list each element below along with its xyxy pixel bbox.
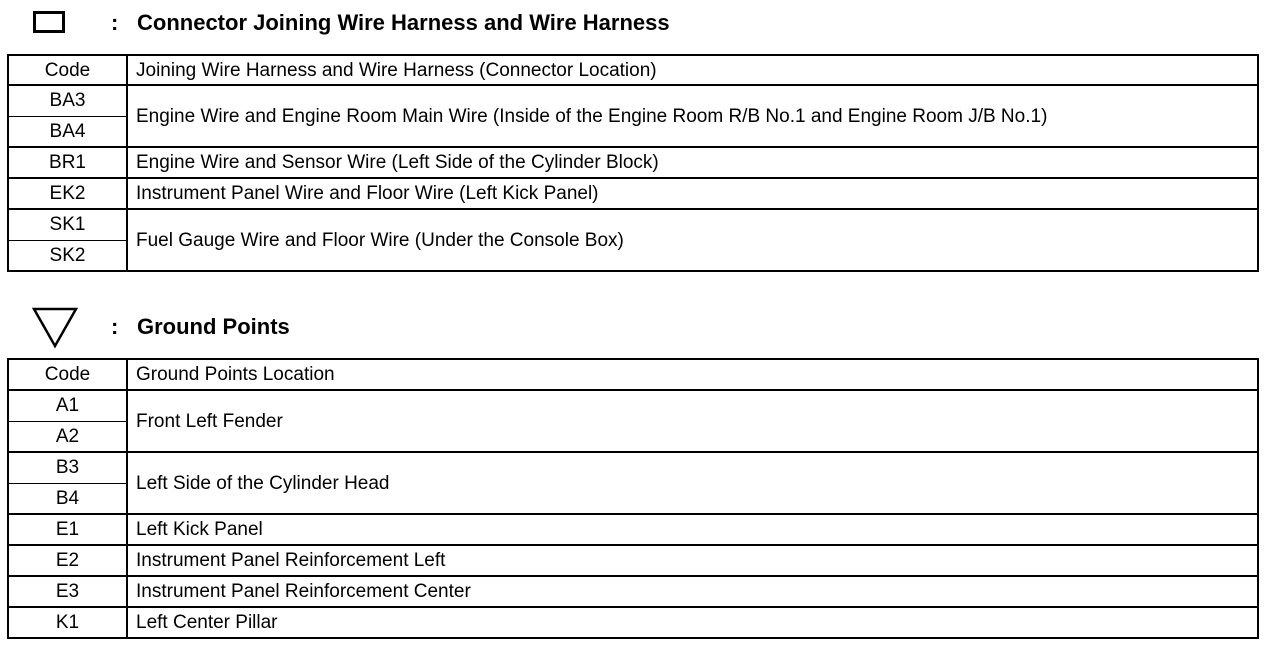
table-row [8, 147, 1258, 178]
square-icon [33, 11, 65, 33]
location-column-header: Joining Wire Harness and Wire Harness (Connector Location) [127, 55, 1258, 85]
location-cell: Engine Wire and Sensor Wire (Left Side of the Cylinder Block) [127, 147, 1258, 178]
code-cell: A1 [8, 390, 127, 421]
location-cell: Left Kick Panel [127, 514, 1258, 545]
location-cell: Fuel Gauge Wire and Floor Wire (Under the Console Box) [127, 209, 1258, 271]
table-header-row [8, 359, 1258, 390]
table-row [8, 514, 1258, 545]
table-header-row [8, 55, 1258, 85]
location-cell: Front Left Fender [127, 390, 1258, 452]
code-column-header: Code [8, 359, 127, 390]
code-cell: EK2 [8, 178, 127, 209]
location-cell: Instrument Panel Wire and Floor Wire (Left Kick Panel) [127, 178, 1258, 209]
code-cell: E2 [8, 545, 127, 576]
code-cell: BA4 [8, 116, 127, 147]
code-cell: BR1 [8, 147, 127, 178]
location-cell: Instrument Panel Reinforcement Left [127, 545, 1258, 576]
table-row [8, 390, 1258, 421]
table-row [8, 452, 1258, 483]
table-row [8, 607, 1258, 638]
connector-section-title: Connector Joining Wire Harness and Wire Harness [137, 10, 670, 35]
code-cell: E1 [8, 514, 127, 545]
code-cell: K1 [8, 607, 127, 638]
ground-table [7, 358, 1259, 639]
ground-section-title: Ground Points [137, 314, 290, 339]
location-cell: Left Center Pillar [127, 607, 1258, 638]
ground-header-colon: : [111, 314, 119, 339]
triangle-down-icon [32, 307, 78, 349]
connector-section-header [0, 2, 1280, 42]
code-cell: B3 [8, 452, 127, 483]
code-cell: A2 [8, 421, 127, 452]
location-column-header: Ground Points Location [127, 359, 1258, 390]
code-column-header: Code [8, 55, 127, 85]
connector-table [7, 54, 1259, 272]
code-cell: B4 [8, 483, 127, 514]
table-row [8, 178, 1258, 209]
table-row [8, 545, 1258, 576]
code-cell: SK2 [8, 240, 127, 271]
table-row [8, 576, 1258, 607]
connector-header-colon: : [111, 10, 119, 35]
code-cell: BA3 [8, 85, 127, 116]
location-cell: Left Side of the Cylinder Head [127, 452, 1258, 514]
code-cell: E3 [8, 576, 127, 607]
ground-section-header [0, 304, 1280, 344]
code-cell: SK1 [8, 209, 127, 240]
location-cell: Engine Wire and Engine Room Main Wire (Inside of the Engine Room R/B No.1 and Engine Room J/B No.1) [127, 85, 1258, 147]
location-cell: Instrument Panel Reinforcement Center [127, 576, 1258, 607]
table-row [8, 209, 1258, 240]
table-row [8, 85, 1258, 116]
